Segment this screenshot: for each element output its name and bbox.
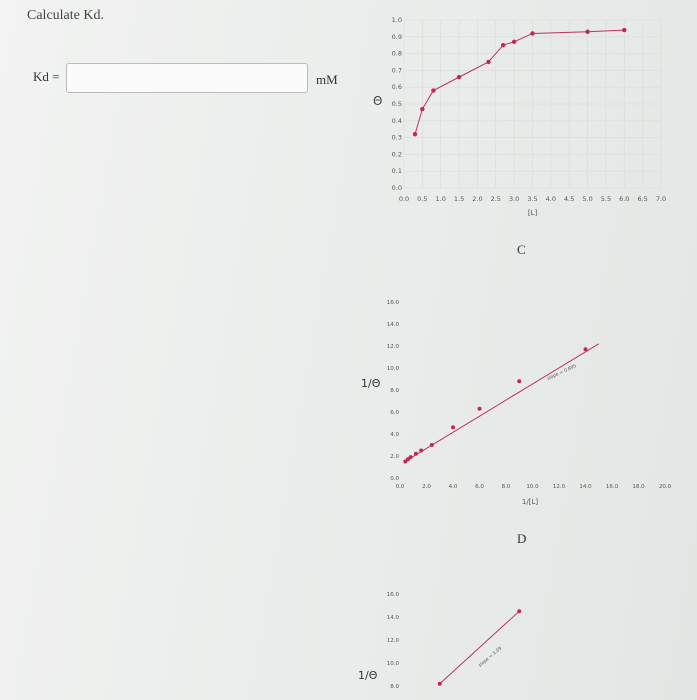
data-point xyxy=(451,425,455,429)
y-tick-label: 0.6 xyxy=(391,83,402,92)
y-tick-label: 10.0 xyxy=(386,366,399,372)
x-tick-label: 6.0 xyxy=(619,195,630,203)
y-tick-label: 1.0 xyxy=(391,16,402,24)
x-tick-label: 6.0 xyxy=(475,484,484,490)
slope-annotation: slope = 0.895 xyxy=(546,363,578,382)
y-tick-label: 4.0 xyxy=(390,432,399,438)
y-tick-label: 0.8 xyxy=(391,49,402,58)
y-tick-label: 0.4 xyxy=(391,116,402,125)
y-tick-label: 0.5 xyxy=(391,100,402,108)
x-tick-label: 10.0 xyxy=(526,484,539,490)
x-tick-label: 4.0 xyxy=(448,484,458,490)
kd-label: Kd = xyxy=(33,69,60,84)
x-tick-label: 2.0 xyxy=(472,195,483,203)
caption-c: C xyxy=(517,242,526,257)
x-tick-label: 2.0 xyxy=(422,484,431,490)
y-tick-label: 14.0 xyxy=(386,322,399,328)
x-tick-label: 0.5 xyxy=(417,195,428,203)
data-point xyxy=(478,407,482,411)
data-point xyxy=(438,682,442,686)
x-tick-label: 18.0 xyxy=(632,484,645,490)
y-tick-label: 8.0 xyxy=(390,388,399,394)
data-point xyxy=(584,347,588,351)
data-point xyxy=(530,31,534,35)
x-tick-label: 20.0 xyxy=(658,484,672,490)
x-axis-label: [L] xyxy=(527,209,538,217)
x-tick-label: 0.0 xyxy=(398,195,410,203)
x-tick-label: 14.0 xyxy=(579,484,592,490)
y-tick-label: 6.0 xyxy=(390,410,399,416)
data-point xyxy=(585,30,589,34)
data-point xyxy=(414,452,418,456)
x-tick-label: 16.0 xyxy=(605,484,619,490)
data-point xyxy=(517,379,521,383)
series-line xyxy=(415,30,624,134)
slope-annotation: slope = 1.09 xyxy=(478,646,504,669)
y-tick-label: 0.3 xyxy=(391,133,402,142)
x-tick-label: 7.0 xyxy=(655,195,667,203)
data-point xyxy=(486,60,490,64)
y-tick-label: 16.0 xyxy=(386,300,399,306)
y-tick-label: 0.9 xyxy=(391,32,402,41)
y-tick-label: 0.0 xyxy=(390,476,399,482)
data-point xyxy=(420,107,424,111)
data-point xyxy=(622,28,626,32)
x-axis-label: 1/[L] xyxy=(521,498,539,506)
data-point xyxy=(457,75,461,79)
x-tick-label: 4.5 xyxy=(564,195,575,203)
y-tick-label: 12.0 xyxy=(386,344,399,350)
chart-e xyxy=(387,592,522,690)
data-point xyxy=(517,609,521,613)
kd-unit: mM xyxy=(316,72,338,87)
y-tick-label: 0.0 xyxy=(391,184,402,192)
x-tick-label: 1.5 xyxy=(453,195,465,203)
y-tick-label: 0.7 xyxy=(391,66,402,75)
data-point xyxy=(413,132,417,136)
y-tick-label: 14.0 xyxy=(386,615,399,621)
y-tick-label: 12.0 xyxy=(386,638,399,644)
fit-line xyxy=(440,611,520,683)
data-point xyxy=(431,88,435,92)
data-point xyxy=(419,449,423,453)
x-tick-label: 6.5 xyxy=(637,195,648,203)
data-point xyxy=(409,455,413,459)
inv-theta-axis-label-d: 1/Θ xyxy=(361,377,381,390)
y-tick-label: 16.0 xyxy=(386,592,399,598)
x-tick-label: 3.5 xyxy=(527,195,538,203)
caption-d: D xyxy=(517,531,527,546)
y-tick-label: 0.2 xyxy=(391,150,402,159)
theta-axis-label: Θ xyxy=(373,94,383,108)
x-tick-label: 8.0 xyxy=(501,484,511,490)
data-point xyxy=(430,443,434,447)
x-tick-label: 12.0 xyxy=(552,484,566,490)
chart-d xyxy=(387,300,672,506)
chart-c xyxy=(392,16,667,217)
y-tick-label: 8.0 xyxy=(390,684,399,690)
x-tick-label: 0.0 xyxy=(395,484,405,490)
y-tick-label: 0.1 xyxy=(391,167,402,176)
inv-theta-axis-label-e: 1/Θ xyxy=(358,669,378,682)
y-tick-label: 10.0 xyxy=(386,661,399,667)
x-tick-label: 3.0 xyxy=(508,195,520,203)
x-tick-label: 5.5 xyxy=(600,195,612,203)
x-tick-label: 5.0 xyxy=(582,195,593,203)
x-tick-label: 4.0 xyxy=(545,195,557,203)
data-point xyxy=(512,40,516,44)
question-prompt: Calculate Kd. xyxy=(27,8,104,23)
x-tick-label: 2.5 xyxy=(490,195,501,203)
x-tick-label: 1.0 xyxy=(435,195,446,203)
data-point xyxy=(501,43,505,47)
y-tick-label: 2.0 xyxy=(390,454,399,460)
